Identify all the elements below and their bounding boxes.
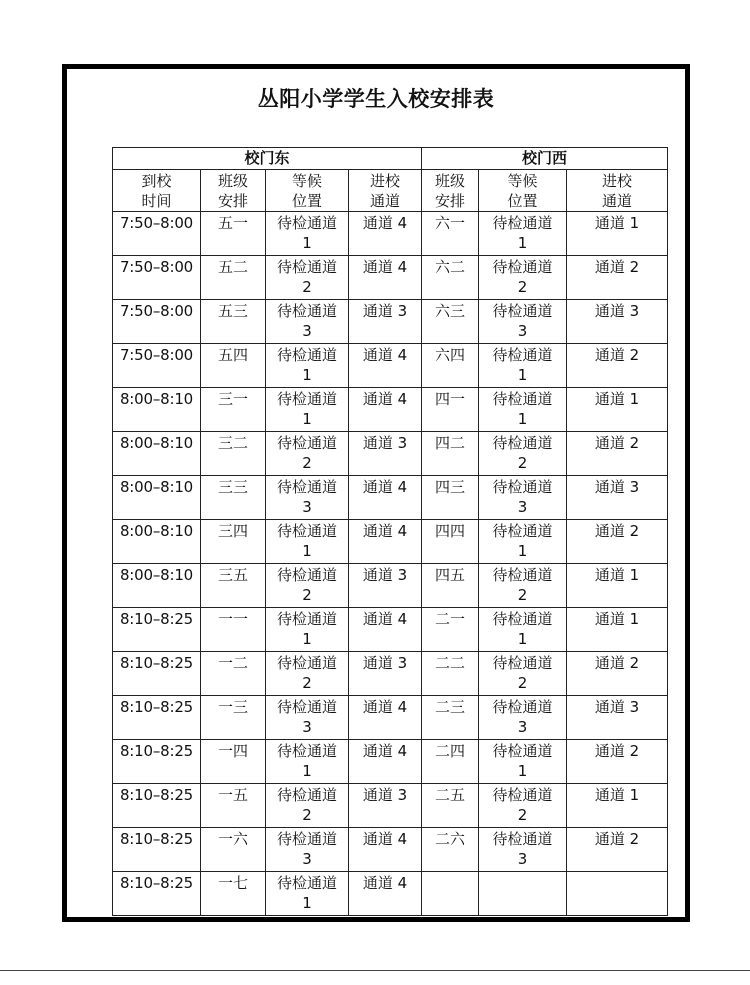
east-enter-cell: 通道 4 [349,828,422,872]
west-class-cell: 二一 [422,608,479,652]
west-wait-cell: 待检通道 3 [479,696,567,740]
west-wait-cell: 待检通道 1 [479,212,567,256]
col-header-east-class: 班级 安排 [201,170,266,212]
arrival-time-cell: 7:50–8:00 [113,212,201,256]
west-class-cell: 二二 [422,652,479,696]
west-enter-cell: 通道 1 [567,608,668,652]
west-class-cell: 四五 [422,564,479,608]
west-wait-cell [479,872,567,916]
east-wait-cell: 待检通道 1 [266,608,349,652]
east-class-cell: 三五 [201,564,266,608]
col-header-west-wait: 等候 位置 [479,170,567,212]
east-wait-cell: 待检通道 3 [266,696,349,740]
west-class-cell [422,872,479,916]
east-wait-cell: 待检通道 1 [266,872,349,916]
west-enter-cell: 通道 2 [567,432,668,476]
west-enter-cell: 通道 2 [567,520,668,564]
table-row [113,828,668,872]
east-wait-cell: 待检通道 1 [266,344,349,388]
west-class-cell: 二四 [422,740,479,784]
table-row [113,212,668,256]
west-wait-cell: 待检通道 1 [479,520,567,564]
east-enter-cell: 通道 3 [349,432,422,476]
gate-west-header: 校门西 [422,148,668,170]
bottom-divider [0,970,750,971]
east-class-cell: 五一 [201,212,266,256]
arrival-time-cell: 7:50–8:00 [113,344,201,388]
table-row [113,476,668,520]
east-enter-cell: 通道 4 [349,872,422,916]
document-frame [62,64,690,922]
east-wait-cell: 待检通道 2 [266,564,349,608]
arrival-time-cell: 8:10–8:25 [113,828,201,872]
west-enter-cell: 通道 3 [567,300,668,344]
east-enter-cell: 通道 4 [349,344,422,388]
east-enter-cell: 通道 3 [349,564,422,608]
arrival-time-cell: 8:00–8:10 [113,388,201,432]
gate-east-header: 校门东 [113,148,422,170]
east-class-cell: 三四 [201,520,266,564]
east-enter-cell: 通道 3 [349,652,422,696]
east-enter-cell: 通道 4 [349,608,422,652]
east-class-cell: 一五 [201,784,266,828]
col-header-time: 到校 时间 [113,170,201,212]
east-class-cell: 五三 [201,300,266,344]
west-enter-cell: 通道 3 [567,476,668,520]
table-row [113,256,668,300]
arrival-time-cell: 7:50–8:00 [113,256,201,300]
table-row [113,696,668,740]
east-wait-cell: 待检通道 3 [266,828,349,872]
east-wait-cell: 待检通道 1 [266,388,349,432]
east-enter-cell: 通道 4 [349,212,422,256]
arrival-time-cell: 7:50–8:00 [113,300,201,344]
east-enter-cell: 通道 4 [349,740,422,784]
west-class-cell: 二三 [422,696,479,740]
arrival-time-cell: 8:10–8:25 [113,872,201,916]
table-row [113,872,668,916]
schedule-body [113,212,668,916]
west-enter-cell: 通道 2 [567,344,668,388]
east-wait-cell: 待检通道 1 [266,740,349,784]
arrival-time-cell: 8:00–8:10 [113,432,201,476]
east-class-cell: 一四 [201,740,266,784]
west-enter-cell: 通道 3 [567,696,668,740]
arrival-time-cell: 8:00–8:10 [113,520,201,564]
east-wait-cell: 待检通道 2 [266,784,349,828]
west-class-cell: 二六 [422,828,479,872]
table-row [113,784,668,828]
east-wait-cell: 待检通道 2 [266,652,349,696]
west-wait-cell: 待检通道 3 [479,300,567,344]
col-header-west-class: 班级 安排 [422,170,479,212]
west-enter-cell: 通道 2 [567,652,668,696]
table-row [113,608,668,652]
east-wait-cell: 待检通道 2 [266,432,349,476]
west-class-cell: 六四 [422,344,479,388]
east-enter-cell: 通道 4 [349,696,422,740]
west-class-cell: 六二 [422,256,479,300]
west-wait-cell: 待检通道 2 [479,256,567,300]
west-wait-cell: 待检通道 2 [479,652,567,696]
west-wait-cell: 待检通道 2 [479,564,567,608]
table-row [113,652,668,696]
table-row [113,740,668,784]
table-row [113,564,668,608]
west-class-cell: 六一 [422,212,479,256]
west-enter-cell: 通道 2 [567,256,668,300]
east-class-cell: 五四 [201,344,266,388]
west-enter-cell: 通道 1 [567,784,668,828]
east-class-cell: 三二 [201,432,266,476]
west-wait-cell: 待检通道 2 [479,432,567,476]
west-enter-cell: 通道 1 [567,212,668,256]
table-row [113,388,668,432]
west-class-cell: 四一 [422,388,479,432]
west-class-cell: 四三 [422,476,479,520]
east-wait-cell: 待检通道 1 [266,212,349,256]
arrival-time-cell: 8:10–8:25 [113,784,201,828]
east-wait-cell: 待检通道 3 [266,300,349,344]
west-wait-cell: 待检通道 1 [479,740,567,784]
west-wait-cell: 待检通道 2 [479,784,567,828]
west-enter-cell [567,872,668,916]
table-row [113,432,668,476]
table-row [113,520,668,564]
east-wait-cell: 待检通道 1 [266,520,349,564]
west-wait-cell: 待检通道 1 [479,608,567,652]
west-enter-cell: 通道 1 [567,388,668,432]
west-class-cell: 二五 [422,784,479,828]
west-class-cell: 六三 [422,300,479,344]
arrival-time-cell: 8:10–8:25 [113,696,201,740]
west-class-cell: 四二 [422,432,479,476]
west-wait-cell: 待检通道 1 [479,388,567,432]
arrival-time-cell: 8:10–8:25 [113,608,201,652]
schedule-table [112,147,668,916]
west-wait-cell: 待检通道 3 [479,476,567,520]
west-wait-cell: 待检通道 1 [479,344,567,388]
east-enter-cell: 通道 4 [349,520,422,564]
col-header-east-wait: 等候 位置 [266,170,349,212]
arrival-time-cell: 8:10–8:25 [113,740,201,784]
table-row [113,344,668,388]
arrival-time-cell: 8:00–8:10 [113,476,201,520]
east-class-cell: 三一 [201,388,266,432]
east-class-cell: 三三 [201,476,266,520]
arrival-time-cell: 8:00–8:10 [113,564,201,608]
west-wait-cell: 待检通道 3 [479,828,567,872]
east-enter-cell: 通道 4 [349,388,422,432]
col-header-east-enter: 进校 通道 [349,170,422,212]
east-enter-cell: 通道 4 [349,256,422,300]
west-enter-cell: 通道 2 [567,740,668,784]
west-enter-cell: 通道 1 [567,564,668,608]
east-class-cell: 五二 [201,256,266,300]
west-class-cell: 四四 [422,520,479,564]
east-class-cell: 一一 [201,608,266,652]
east-wait-cell: 待检通道 3 [266,476,349,520]
east-enter-cell: 通道 3 [349,784,422,828]
table-row [113,300,668,344]
east-class-cell: 一三 [201,696,266,740]
arrival-time-cell: 8:10–8:25 [113,652,201,696]
east-class-cell: 一二 [201,652,266,696]
col-header-west-enter: 进校 通道 [567,170,668,212]
east-enter-cell: 通道 4 [349,476,422,520]
east-class-cell: 一七 [201,872,266,916]
east-class-cell: 一六 [201,828,266,872]
east-enter-cell: 通道 3 [349,300,422,344]
east-wait-cell: 待检通道 2 [266,256,349,300]
west-enter-cell: 通道 2 [567,828,668,872]
page-title: 丛阳小学学生入校安排表 [257,87,495,111]
